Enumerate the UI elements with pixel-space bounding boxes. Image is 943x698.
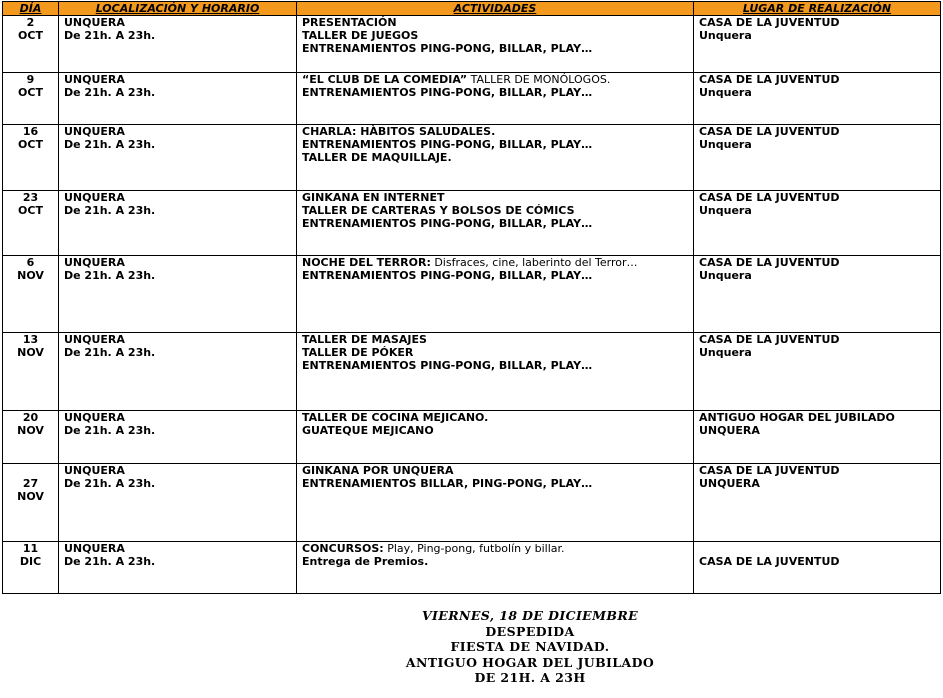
header-day: DÍA xyxy=(3,2,59,16)
venue-name: CASA DE LA JUVENTUD xyxy=(699,16,840,29)
farewell-notice xyxy=(290,608,770,686)
activity-line: ENTRENAMIENTOS PING-PONG, BILLAR, PLAY… xyxy=(302,42,593,55)
location-hours: De 21h. A 23h. xyxy=(64,555,156,568)
table-row xyxy=(3,191,941,256)
venue-name: CASA DE LA JUVENTUD xyxy=(699,333,840,346)
farewell-venue: ANTIGUO HOGAR DEL JUBILADO xyxy=(405,654,655,670)
farewell-date: VIERNES, 18 DE DICIEMBRE xyxy=(421,608,639,623)
activity-line: Entrega de Premios. xyxy=(302,555,429,568)
venue-town: Unquera xyxy=(699,138,752,151)
activity-line: GUATEQUE MEJICANO xyxy=(302,424,434,437)
table-row xyxy=(3,125,941,191)
location-hours: De 21h. A 23h. xyxy=(64,138,156,151)
table-row xyxy=(3,73,941,125)
venue-cell xyxy=(694,125,941,191)
day-number: 2 xyxy=(26,16,35,29)
activity-line: ENTRENAMIENTOS PING-PONG, BILLAR, PLAY… xyxy=(302,217,593,230)
venue-town: Unquera xyxy=(699,29,752,42)
activities-cell xyxy=(297,542,694,594)
day-month: DIC xyxy=(19,555,42,568)
venue-town: Unquera xyxy=(699,86,752,99)
day-cell xyxy=(3,73,59,125)
venue-town: Unquera xyxy=(699,204,752,217)
activities-cell xyxy=(297,125,694,191)
venue-town: UNQUERA xyxy=(699,477,760,490)
activity-line: CONCURSOS: Play, Ping-pong, futbolín y billar. xyxy=(302,542,565,555)
activity-line: PRESENTACIÓN xyxy=(302,16,397,29)
venue-town: Unquera xyxy=(699,346,752,359)
activity-line: TALLER DE CARTERAS Y BOLSOS DE CÓMICS xyxy=(302,204,575,217)
activities-cell xyxy=(297,73,694,125)
table-row xyxy=(3,542,941,594)
day-month: NOV xyxy=(17,269,44,282)
location-cell xyxy=(59,333,297,411)
farewell-event: FIESTA DE NAVIDAD. xyxy=(450,639,610,654)
venue-town: UNQUERA xyxy=(699,424,760,437)
location-cell xyxy=(59,256,297,333)
activity-line: ENTRENAMIENTOS BILLAR, PING-PONG, PLAY… xyxy=(302,477,593,490)
day-number: 9 xyxy=(26,73,35,86)
schedule-table xyxy=(2,1,941,594)
activity-line: ENTRENAMIENTOS PING-PONG, BILLAR, PLAY… xyxy=(302,138,593,151)
day-month: NOV xyxy=(17,424,44,437)
location-name: UNQUERA xyxy=(64,464,125,477)
header-row xyxy=(3,2,941,16)
activity-line: TALLER DE JUEGOS xyxy=(302,29,419,42)
day-cell xyxy=(3,464,59,542)
activities-cell xyxy=(297,411,694,464)
farewell-title: DESPEDIDA xyxy=(485,623,575,639)
location-cell xyxy=(59,125,297,191)
activity-line: TALLER DE COCINA MEJICANO. xyxy=(302,411,489,424)
activities-cell xyxy=(297,464,694,542)
location-hours: De 21h. A 23h. xyxy=(64,346,156,359)
day-cell xyxy=(3,125,59,191)
day-cell xyxy=(3,256,59,333)
day-number: 11 xyxy=(22,542,39,555)
activities-cell xyxy=(297,256,694,333)
day-month: OCT xyxy=(18,204,43,217)
table-row xyxy=(3,256,941,333)
table-row xyxy=(3,333,941,411)
activity-line: CHARLA: HÀBITOS SALUDALES. xyxy=(302,125,496,138)
venue-cell xyxy=(694,256,941,333)
location-hours: De 21h. A 23h. xyxy=(64,269,156,282)
day-number: 27 xyxy=(22,477,39,490)
day-number: 16 xyxy=(22,125,39,138)
activities-cell xyxy=(297,333,694,411)
header-location: LOCALIZACIÓN Y HORARIO xyxy=(59,2,297,16)
day-cell xyxy=(3,333,59,411)
farewell-hours: DE 21H. A 23H xyxy=(474,670,586,685)
location-hours: De 21h. A 23h. xyxy=(64,477,156,490)
venue-cell xyxy=(694,16,941,73)
venue-cell xyxy=(694,542,941,594)
day-month: OCT xyxy=(18,29,43,42)
day-month: NOV xyxy=(17,490,44,503)
location-cell xyxy=(59,16,297,73)
day-month: NOV xyxy=(17,346,44,359)
location-cell xyxy=(59,73,297,125)
day-month: OCT xyxy=(18,86,43,99)
location-hours: De 21h. A 23h. xyxy=(64,86,156,99)
activity-line: TALLER DE PÓKER xyxy=(302,346,414,359)
activity-line: GINKANA EN INTERNET xyxy=(302,191,445,204)
location-cell xyxy=(59,542,297,594)
venue-cell xyxy=(694,333,941,411)
table-row xyxy=(3,464,941,542)
table-row xyxy=(3,411,941,464)
location-name: UNQUERA xyxy=(64,191,125,204)
location-name: UNQUERA xyxy=(64,125,125,138)
location-cell xyxy=(59,464,297,542)
venue-name: CASA DE LA JUVENTUD xyxy=(699,125,840,138)
day-cell xyxy=(3,191,59,256)
venue-name xyxy=(699,542,935,555)
location-cell xyxy=(59,191,297,256)
location-hours: De 21h. A 23h. xyxy=(64,29,156,42)
venue-town: CASA DE LA JUVENTUD xyxy=(699,555,840,568)
venue-name: CASA DE LA JUVENTUD xyxy=(699,464,840,477)
activity-line: GINKANA POR UNQUERA xyxy=(302,464,454,477)
day-month: OCT xyxy=(18,138,43,151)
venue-name: ANTIGUO HOGAR DEL JUBILADO xyxy=(699,411,895,424)
location-hours: De 21h. A 23h. xyxy=(64,204,156,217)
location-name: UNQUERA xyxy=(64,73,125,86)
location-hours: De 21h. A 23h. xyxy=(64,424,156,437)
location-cell xyxy=(59,411,297,464)
activity-line: ENTRENAMIENTOS PING-PONG, BILLAR, PLAY… xyxy=(302,269,593,282)
venue-name: CASA DE LA JUVENTUD xyxy=(699,256,840,269)
activity-line: ENTRENAMIENTOS PING-PONG, BILLAR, PLAY… xyxy=(302,86,593,99)
venue-cell xyxy=(694,464,941,542)
venue-name: CASA DE LA JUVENTUD xyxy=(699,191,840,204)
day-number: 20 xyxy=(22,411,39,424)
activity-line: TALLER DE MASAJES xyxy=(302,333,427,346)
activities-cell xyxy=(297,191,694,256)
location-name: UNQUERA xyxy=(64,16,125,29)
venue-cell xyxy=(694,191,941,256)
activity-line: “EL CLUB DE LA COMEDIA” TALLER DE MONÓLOGOS. xyxy=(302,73,611,86)
location-name: UNQUERA xyxy=(64,333,125,346)
table-row xyxy=(3,16,941,73)
day-number: 23 xyxy=(22,191,39,204)
venue-town: Unquera xyxy=(699,269,752,282)
venue-cell xyxy=(694,411,941,464)
activity-line: ENTRENAMIENTOS PING-PONG, BILLAR, PLAY… xyxy=(302,359,593,372)
location-name: UNQUERA xyxy=(64,411,125,424)
header-venue: LUGAR DE REALIZACIÓN xyxy=(694,2,941,16)
location-name: UNQUERA xyxy=(64,542,125,555)
day-number: 6 xyxy=(26,256,35,269)
activity-line: NOCHE DEL TERROR: Disfraces, cine, laberinto del Terror… xyxy=(302,256,638,269)
venue-name: CASA DE LA JUVENTUD xyxy=(699,73,840,86)
day-number: 13 xyxy=(22,333,39,346)
day-cell xyxy=(3,16,59,73)
header-activities: ACTIVIDADES xyxy=(297,2,694,16)
activity-line: TALLER DE MAQUILLAJE. xyxy=(302,151,452,164)
day-cell xyxy=(3,542,59,594)
venue-cell xyxy=(694,73,941,125)
day-cell xyxy=(3,411,59,464)
activities-cell xyxy=(297,16,694,73)
location-name: UNQUERA xyxy=(64,256,125,269)
